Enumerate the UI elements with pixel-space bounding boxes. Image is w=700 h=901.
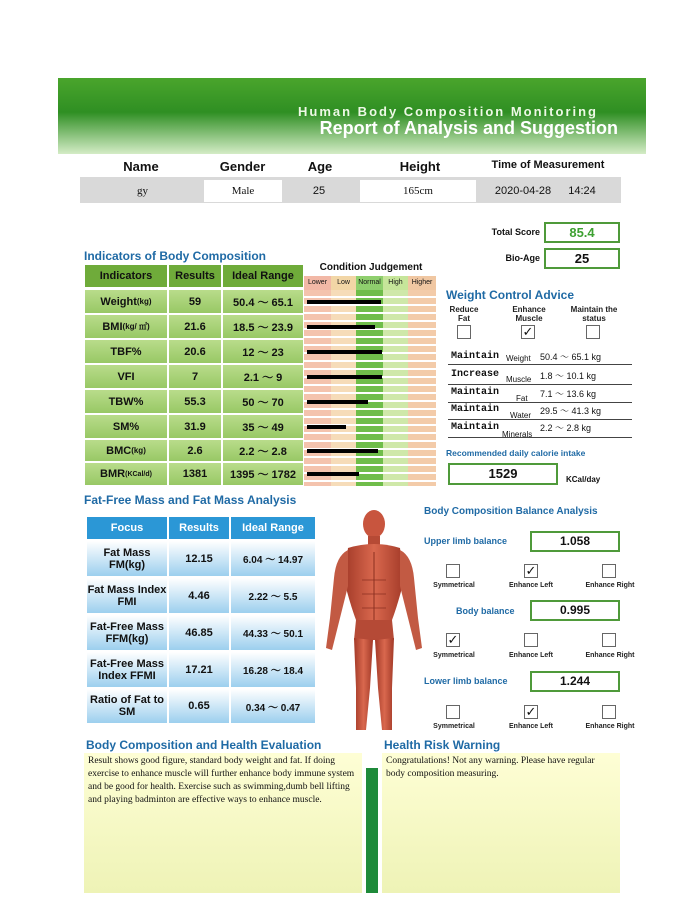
condition-level-bar — [307, 449, 378, 453]
weight-range: 50.4 ～ 65.1 kg — [540, 352, 602, 362]
body-symmetrical-checkbox[interactable]: ✓ — [447, 632, 459, 647]
risk-title: Health Risk Warning — [384, 738, 501, 752]
condition-title: Condition Judgement — [319, 262, 423, 273]
balance-title: Body Composition Balance Analysis — [424, 506, 598, 517]
ideal-range-header: Ideal Range — [222, 264, 304, 288]
ffm-results-header: Results — [168, 516, 230, 540]
focus-cell: Fat Mass Index FMI — [86, 577, 168, 614]
divider — [448, 384, 632, 385]
risk-text: Congratulations! Not any warning. Please have regular body composition measuring. — [382, 753, 620, 893]
indicator-range: 18.5 ～ 23.9 — [222, 314, 304, 339]
upper-enhance-left-checkbox[interactable]: ✓ — [525, 563, 537, 578]
enhance-muscle-checkbox[interactable]: ✓ — [522, 324, 534, 339]
lower-limb-label: Lower limb balance — [424, 676, 508, 686]
indicator-name: BMR (KCal/d) — [84, 462, 168, 486]
enhance-left-label: Enhance Left — [509, 582, 553, 589]
report-header — [58, 78, 646, 154]
indicator-result: 21.6 — [168, 314, 222, 339]
focus-header: Focus — [86, 516, 168, 540]
indicator-result: 31.9 — [168, 414, 222, 439]
reduce-fat-checkbox[interactable] — [457, 325, 471, 339]
green-divider — [366, 768, 378, 893]
condition-level-bar — [307, 425, 346, 429]
indicator-result: 2.6 — [168, 439, 222, 462]
enhance-left-label: Enhance Left — [509, 652, 553, 659]
higher-zone — [408, 290, 436, 486]
normal-zone — [356, 290, 383, 486]
condition-level-bar — [307, 350, 382, 354]
indicator-range: 35 ～ 49 — [222, 414, 304, 439]
height-label: Height — [399, 159, 441, 174]
indicator-name: BMI (kg/ ㎡) — [84, 314, 168, 339]
body-balance-label: Body balance — [456, 606, 515, 616]
upper-limb-value: 1.058 — [530, 531, 620, 552]
calorie-value: 1529 — [448, 463, 558, 485]
water-range: 29.5 ～ 41.3 kg — [540, 406, 602, 416]
condition-level-bar — [307, 472, 359, 476]
indicator-result: 55.3 — [168, 389, 222, 414]
indicators-title: Indicators of Body Composition — [84, 249, 266, 263]
ffm-range: 6.04 ～ 14.97 — [230, 540, 316, 577]
divider — [448, 402, 632, 403]
gender-value: Male — [204, 180, 282, 202]
total-score-value: 85.4 — [544, 222, 620, 243]
level-low: Low — [331, 276, 356, 290]
enhance-right-label: Enhance Right — [585, 723, 635, 730]
indicator-result: 1381 — [168, 462, 222, 486]
ffm-result: 46.85 — [168, 614, 230, 651]
indicator-name: BMC (kg) — [84, 439, 168, 462]
muscle-anatomy-figure — [318, 508, 430, 736]
fat-action: Maintain — [451, 387, 500, 398]
time-value: 14:24 — [568, 185, 596, 197]
level-lower: Lower — [304, 276, 331, 290]
evaluation-title: Body Composition and Health Evaluation — [86, 738, 322, 752]
indicator-result: 7 — [168, 364, 222, 389]
weight-control-title: Weight Control Advice — [446, 288, 575, 302]
ffm-range: 2.22 ～ 5.5 — [230, 577, 316, 614]
weight-action: Maintain — [451, 351, 500, 362]
lower-zone — [304, 290, 331, 486]
age-label: Age — [307, 159, 333, 174]
ffm-range: 16.28 ～ 18.4 — [230, 651, 316, 688]
indicator-range: 1395 ～ 1782 — [222, 462, 304, 486]
maintain-status-checkbox[interactable] — [586, 325, 600, 339]
time-label: Time of Measurement — [491, 159, 605, 171]
condition-level-bar — [307, 300, 381, 304]
indicator-range: 12 ～ 23 — [222, 339, 304, 364]
height-value: 165cm — [360, 180, 476, 202]
ffm-result: 4.46 — [168, 577, 230, 614]
upper-symmetrical-checkbox[interactable] — [446, 564, 460, 578]
lower-limb-value: 1.244 — [530, 671, 620, 692]
indicator-name: TBF% — [84, 339, 168, 364]
fat-range: 7.1 ～ 13.6 kg — [540, 389, 597, 399]
focus-cell: Fat Mass FM(kg) — [86, 540, 168, 577]
level-normal: Normal — [356, 276, 383, 290]
symmetrical-label: Symmetrical — [433, 582, 475, 589]
water-action: Maintain — [451, 404, 500, 415]
bio-age-label: Bio-Age — [505, 253, 540, 263]
date-value: 2020-04-28 — [494, 185, 552, 197]
total-score-label: Total Score — [491, 227, 540, 237]
ffm-result: 12.15 — [168, 540, 230, 577]
level-high: High — [383, 276, 408, 290]
upper-limb-label: Upper limb balance — [424, 536, 508, 546]
weight-name: Weight — [506, 354, 531, 363]
enhance-right-label: Enhance Right — [585, 652, 635, 659]
enhance-left-label: Enhance Left — [509, 723, 553, 730]
ffm-result: 0.65 — [168, 688, 230, 724]
calorie-label: Recommended daily calorie intake — [446, 448, 586, 458]
indicator-name: Weight (kg) — [84, 289, 168, 314]
indicator-result: 20.6 — [168, 339, 222, 364]
divider — [448, 364, 632, 365]
ffm-title: Fat-Free Mass and Fat Mass Analysis — [84, 493, 297, 507]
indicator-range: 2.1 ～ 9 — [222, 364, 304, 389]
gender-label: Gender — [219, 159, 266, 174]
muscle-range: 1.8 ～ 10.1 kg — [540, 371, 597, 381]
name-label: Name — [123, 159, 159, 174]
maintain-status-label: Maintain the status — [570, 305, 618, 323]
indicators-header: Indicators — [84, 264, 168, 288]
minerals-action: Maintain — [451, 422, 500, 433]
indicator-result: 59 — [168, 289, 222, 314]
focus-cell: Ratio of Fat to SM — [86, 688, 168, 724]
age-value: 25 — [312, 185, 326, 197]
reduce-fat-label: Reduce Fat — [449, 305, 479, 323]
indicator-name: TBW% — [84, 389, 168, 414]
indicator-range: 2.2 ～ 2.8 — [222, 439, 304, 462]
symmetrical-label: Symmetrical — [433, 652, 475, 659]
body-enhance-left-checkbox[interactable] — [524, 633, 538, 647]
focus-cell: Fat-Free Mass Index FFMI — [86, 651, 168, 688]
ffm-range: 44.33 ～ 50.1 — [230, 614, 316, 651]
bio-age-value: 25 — [544, 248, 620, 269]
symmetrical-label: Symmetrical — [433, 723, 475, 730]
focus-cell: Fat-Free Mass FFM(kg) — [86, 614, 168, 651]
divider — [448, 437, 632, 438]
ffm-range: 0.34 ～ 0.47 — [230, 688, 316, 724]
calorie-unit: KCal/day — [566, 475, 601, 484]
enhance-muscle-label: Enhance Muscle — [512, 305, 546, 323]
low-zone — [331, 290, 356, 486]
condition-level-bar — [307, 375, 382, 379]
water-name: Water — [510, 411, 532, 420]
upper-enhance-right-checkbox[interactable] — [602, 564, 616, 578]
body-balance-value: 0.995 — [530, 600, 620, 621]
minerals-range: 2.2 ～ 2.8 kg — [540, 423, 592, 433]
name-value: gy — [137, 185, 148, 197]
fat-name: Fat — [516, 394, 528, 403]
condition-level-bar — [307, 325, 375, 329]
body-enhance-right-checkbox[interactable] — [602, 633, 616, 647]
muscle-action: Increase — [451, 369, 500, 380]
indicator-range: 50.4 ～ 65.1 — [222, 289, 304, 314]
ffm-result: 17.21 — [168, 651, 230, 688]
results-header: Results — [168, 264, 222, 288]
lower-enhance-left-checkbox[interactable]: ✓ — [525, 704, 537, 719]
ffm-range-header: Ideal Range — [230, 516, 316, 540]
header-subtitle: Human Body Composition Monitoring — [298, 104, 598, 119]
lower-symmetrical-checkbox[interactable] — [446, 705, 460, 719]
divider — [448, 419, 632, 420]
indicator-range: 50 ～ 70 — [222, 389, 304, 414]
header-title: Report of Analysis and Suggestion — [319, 118, 618, 138]
indicator-name: SM% — [84, 414, 168, 439]
level-higher: Higher — [408, 276, 436, 290]
minerals-name: Minerals — [502, 430, 533, 439]
indicator-name: VFI — [84, 364, 168, 389]
evaluation-text: Result shows good figure, standard body weight and fat. If doing exercise to enhance muscle will further enhance body immune system and be good for health. Exercise such as swimming,dumb bell lifting and playing badminton are effective ways to enhance muscle. — [84, 753, 362, 893]
condition-level-bar — [307, 400, 368, 404]
high-zone — [383, 290, 408, 486]
enhance-right-label: Enhance Right — [585, 582, 635, 589]
lower-enhance-right-checkbox[interactable] — [602, 705, 616, 719]
muscle-name: Muscle — [506, 375, 532, 384]
